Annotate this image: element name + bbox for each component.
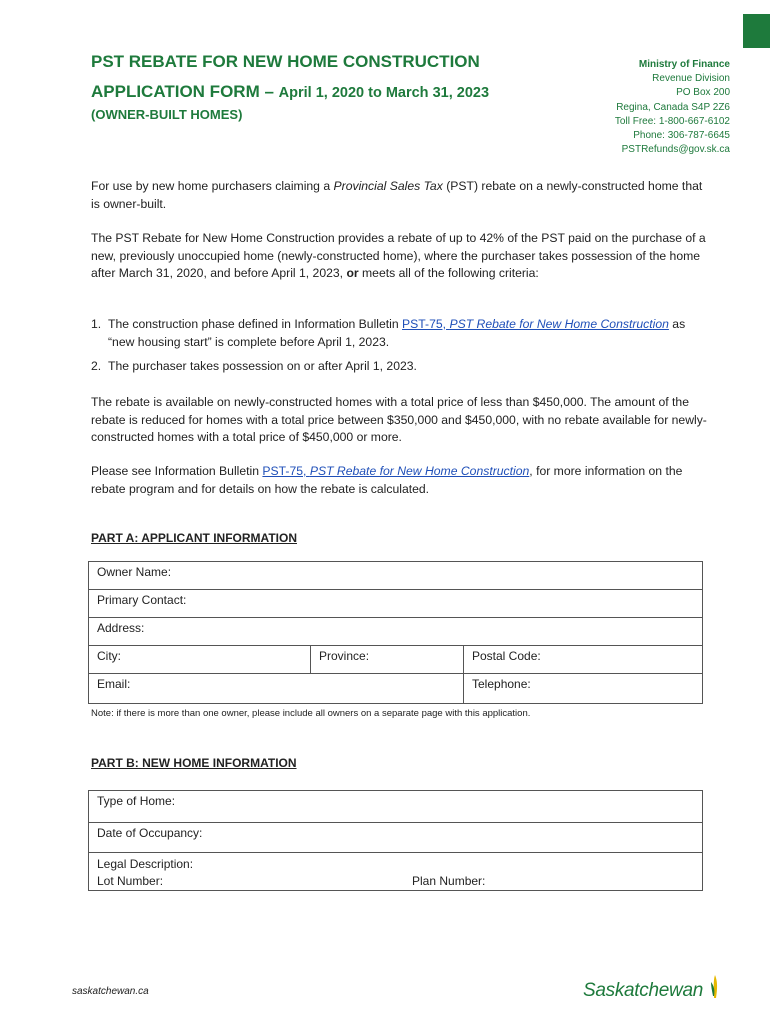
lot-number-label: Lot Number: <box>97 874 164 888</box>
ministry-phone: Phone: 306-787-6645 <box>633 130 730 142</box>
criteria-item-1: 1. The construction phase defined in Information Bulletin PST-75, PST Rebate for New Home Construction as “new housing start” is complete before April 1, 2023. <box>91 317 686 349</box>
form-subtitle: APPLICATION FORM – April 1, 2020 to March 31, 2023 <box>91 82 490 101</box>
form-category: (OWNER-BUILT HOMES) <box>91 107 243 122</box>
form-title: PST REBATE FOR NEW HOME CONSTRUCTION <box>91 52 480 71</box>
owner-name-field[interactable]: Owner Name: <box>89 562 703 590</box>
postal-code-field[interactable]: Postal Code: <box>464 646 703 674</box>
wheat-icon <box>708 974 722 1000</box>
legal-description-field[interactable] <box>89 853 703 891</box>
criteria-item-2: 2. The purchaser takes possession on or after April 1, 2023. <box>91 359 417 373</box>
ministry-division: Revenue Division <box>652 73 730 85</box>
owner-note: Note: if there is more than one owner, please include all owners on a separate page with this application. <box>91 708 531 719</box>
ministry-box: PO Box 200 <box>676 87 730 99</box>
saskatchewan-logo <box>583 974 722 1002</box>
telephone-field[interactable]: Telephone: <box>464 674 703 704</box>
part-b-heading: PART B: NEW HOME INFORMATION <box>91 756 297 770</box>
intro-paragraph: For use by new home purchasers claiming a Provincial Sales Tax (PST) rebate on a newly-constructed home that is owner-built. <box>91 179 703 211</box>
date-of-occupancy-field[interactable]: Date of Occupancy: <box>89 823 703 853</box>
city-field[interactable]: City: <box>89 646 311 674</box>
ministry-address-block <box>615 58 730 157</box>
applicant-info-table <box>88 561 703 704</box>
legal-description-label: Legal Description: <box>97 857 194 871</box>
ministry-city: Regina, Canada S4P 2Z6 <box>616 101 730 113</box>
new-home-info-table <box>88 790 703 891</box>
footer-website: saskatchewan.ca <box>72 986 149 997</box>
ministry-email: PSTRefunds@gov.sk.ca <box>621 144 730 156</box>
form-dates: April 1, 2020 to March 31, 2023 <box>278 85 490 101</box>
bulletin-link-2[interactable]: PST-75, PST Rebate for New Home Construction <box>262 464 530 478</box>
corner-tab <box>743 14 770 48</box>
more-info-paragraph: Please see Information Bulletin PST-75, PST Rebate for New Home Construction, for more information on the rebate program and for details on how the rebate is calculated. <box>91 464 683 496</box>
rebate-description: The PST Rebate for New Home Construction provides a rebate of up to 42% of the PST paid on the purchase of a new, previously unoccupied home (newly-constructed home), where the purchaser takes possession of the home after March 31, 2020, and before April 1, 2023, or meets all of the following criteria: <box>91 231 706 280</box>
type-of-home-field[interactable]: Type of Home: <box>89 791 703 823</box>
primary-contact-field[interactable]: Primary Contact: <box>89 590 703 618</box>
province-field[interactable]: Province: <box>311 646 464 674</box>
plan-number-label: Plan Number: <box>412 874 486 888</box>
logo-wordmark: Saskatchewan <box>583 980 703 1001</box>
email-field[interactable]: Email: <box>89 674 464 704</box>
ministry-name: Ministry of Finance <box>638 59 730 70</box>
part-a-heading: PART A: APPLICANT INFORMATION <box>91 531 297 545</box>
address-field[interactable]: Address: <box>89 618 703 646</box>
rebate-price-paragraph: The rebate is available on newly-constructed homes with a total price of less than $450,000. The amount of the rebate is reduced for homes with a total price between $350,000 and $450,000, with no rebate available for newly-constructed homes with a total price of $450,000 or more. <box>91 395 707 444</box>
bulletin-link-1[interactable]: PST-75, PST Rebate for New Home Construction <box>402 317 669 331</box>
ministry-tollfree: Toll Free: 1-800-667-6102 <box>614 115 730 127</box>
